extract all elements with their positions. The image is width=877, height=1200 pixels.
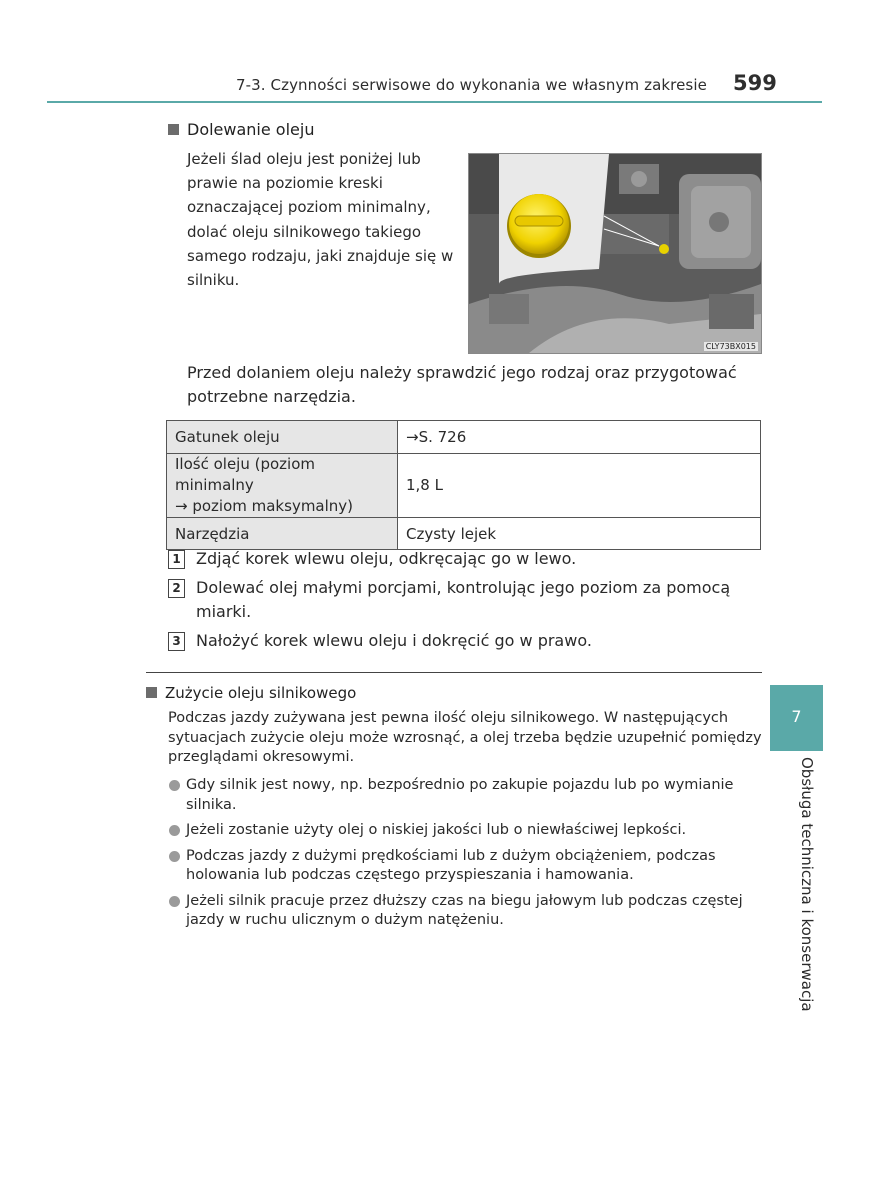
oil-topup-paragraph: Jeżeli ślad oleju jest poniżej lub prawie na poziomie kreski oznaczającej poziom minimalny, dolać oleju silnikowego takiego samego rodzaju, jaki znajduje się w silniku. — [187, 150, 454, 290]
table-row — [167, 518, 761, 550]
page-number: 599 — [733, 71, 777, 95]
step-number-box: 3 — [168, 632, 185, 651]
list-item-text: Jeżeli silnik pracuje przez dłuższy czas na biegu jałowym lub podczas częstej jazdy w ruchu ulicznym o dużym natężeniu. — [186, 892, 743, 928]
oil-spec-table — [166, 420, 761, 550]
step-item — [168, 547, 768, 571]
preparation-paragraph: Przed dolaniem oleju należy sprawdzić jego rodzaj oraz przygotować potrzebne narzędzia. — [187, 363, 737, 406]
step-item — [168, 576, 768, 624]
square-bullet-icon — [168, 124, 179, 135]
engine-bay-photo — [468, 153, 762, 354]
round-bullet-icon — [169, 825, 180, 836]
header-divider — [47, 101, 822, 103]
step-text: Nałożyć korek wlewu oleju i dokręcić go w prawo. — [196, 631, 592, 650]
bullet-list — [168, 776, 768, 937]
list-item — [168, 776, 768, 815]
step-item — [168, 629, 768, 653]
label-line: Ilość oleju (poziom minimalny — [175, 455, 315, 494]
image-code-label: CLY73BX015 — [705, 342, 756, 351]
section-heading-text: Zużycie oleju silnikowego — [165, 684, 357, 702]
oil-consumption-paragraph: Podczas jazdy zużywana jest pewna ilość oleju silnikowego. W następujących sytuacjach zużycie oleju może wzrosnąć, a olej trzeba będzie uzupełnić pomiędzy przeglądami okresowymi. — [168, 710, 762, 765]
step-number-box: 1 — [168, 550, 185, 569]
table-cell-label: Narzędzia — [167, 518, 398, 550]
chapter-number: 7 — [791, 707, 802, 726]
step-number-box: 2 — [168, 579, 185, 598]
table-cell-value: →S. 726 — [398, 421, 761, 454]
running-header-title: 7-3. Czynności serwisowe do wykonania we własnym zakresie — [236, 76, 707, 94]
list-item — [168, 847, 768, 886]
round-bullet-icon — [169, 896, 180, 907]
table-row — [167, 421, 761, 454]
square-bullet-icon — [146, 687, 157, 698]
round-bullet-icon — [169, 851, 180, 862]
section-divider — [146, 672, 762, 673]
table-row — [167, 454, 761, 518]
table-cell-value: Czysty lejek — [398, 518, 761, 550]
list-item — [168, 892, 768, 931]
section-heading-oil-topup — [168, 120, 314, 139]
list-item-text: Jeżeli zostanie użyty olej o niskiej jakości lub o niewłaściwej lepkości. — [186, 822, 687, 838]
step-text: Dolewać olej małymi porcjami, kontrolując jego poziom za pomocą miarki. — [196, 578, 731, 621]
round-bullet-icon — [169, 780, 180, 791]
table-cell-label: Gatunek oleju — [167, 421, 398, 454]
step-text: Zdjąć korek wlewu oleju, odkręcając go w lewo. — [196, 549, 577, 568]
table-cell-value: 1,8 L — [398, 454, 761, 518]
list-item-text: Gdy silnik jest nowy, np. bezpośrednio po zakupie pojazdu lub po wymianie silnika. — [186, 777, 734, 813]
engine-bay-illustration — [469, 154, 761, 353]
chapter-side-title: Obsługa techniczna i konserwacja — [798, 757, 816, 1012]
table-cell-label — [167, 454, 398, 518]
section-heading-oil-consumption — [146, 684, 356, 702]
list-item-text: Podczas jazdy z dużymi prędkościami lub z dużym obciążeniem, podczas holowania lub podczas częstego przyspieszania i hamowania. — [186, 847, 716, 883]
chapter-tab — [770, 685, 823, 751]
label-line: → poziom maksymalny) — [175, 497, 354, 515]
list-item — [168, 821, 768, 841]
section-heading-text: Dolewanie oleju — [187, 120, 315, 139]
